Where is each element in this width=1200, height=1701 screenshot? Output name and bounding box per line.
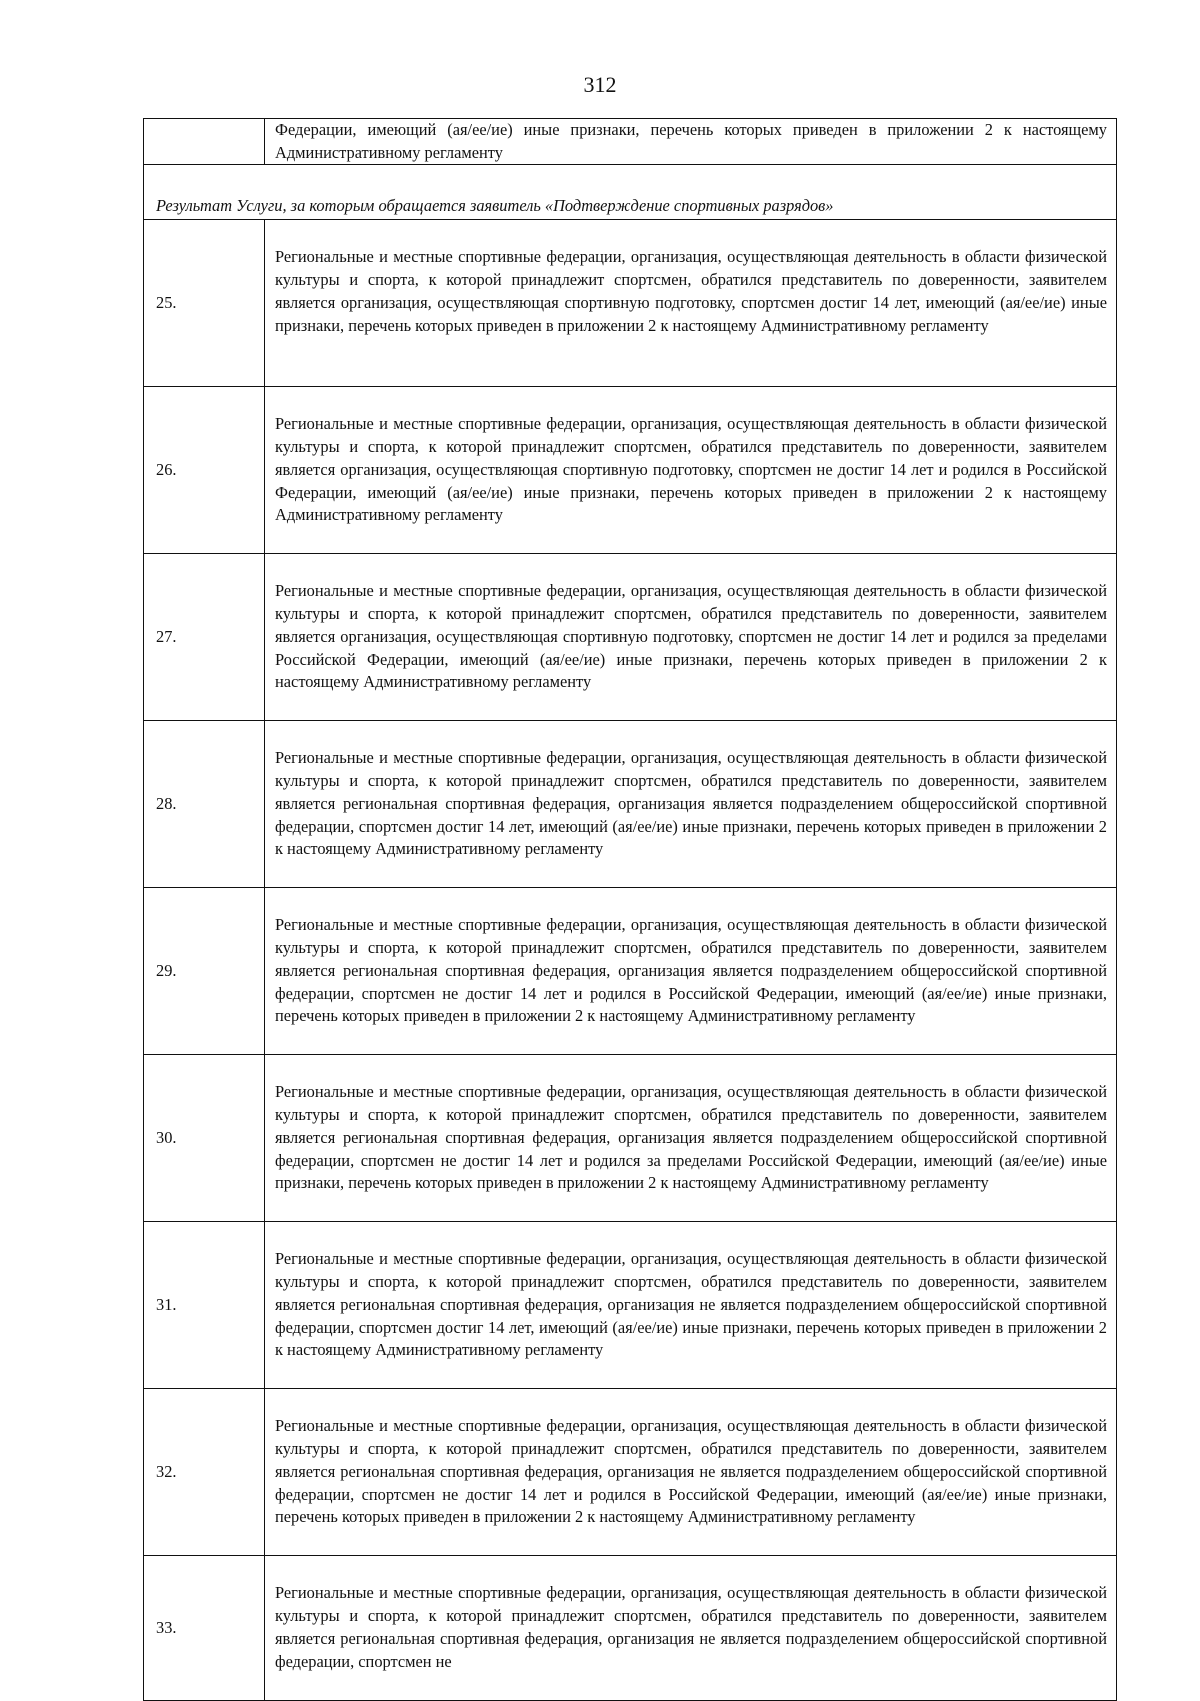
continuation-row — [144, 119, 1117, 165]
table-row — [144, 721, 1117, 888]
row-number: 32. — [144, 1389, 265, 1556]
table-row — [144, 554, 1117, 721]
row-text: Региональные и местные спортивные федерации, организация, осуществляющая деятельность в области физической культуры и спорта, к которой принадлежит спортсмен, обратился представитель по доверенности, заявителем является региональная спортивная федерация, организация не является подразделением общероссийской спортивной федерации, спортсмен не — [265, 1556, 1117, 1701]
continuation-number-cell — [144, 119, 265, 165]
row-text: Региональные и местные спортивные федерации, организация, осуществляющая деятельность в области физической культуры и спорта, к которой принадлежит спортсмен, обратился представитель по доверенности, заявителем является региональная спортивная федерация, организация является подразделением общероссийской спортивной федерации, спортсмен не достиг 14 лет и родился в Российской Федерации, имеющий (ая/ее/ие) иные признаки, перечень которых приведен в приложении 2 к настоящему Административному регламенту — [265, 888, 1117, 1055]
row-text: Региональные и местные спортивные федерации, организация, осуществляющая деятельность в области физической культуры и спорта, к которой принадлежит спортсмен, обратился представитель по доверенности, заявителем является региональная спортивная федерация, организация является подразделением общероссийской спортивной федерации, спортсмен не достиг 14 лет и родился за пределами Российской Федерации, имеющий (ая/ее/ие) иные признаки, перечень которых приведен в приложении 2 к настоящему Административному регламенту — [265, 1055, 1117, 1222]
row-text: Региональные и местные спортивные федерации, организация, осуществляющая деятельность в области физической культуры и спорта, к которой принадлежит спортсмен, обратился представитель по доверенности, заявителем является региональная спортивная федерация, организация не является подразделением общероссийской спортивной федерации, спортсмен не достиг 14 лет и родился в Российской Федерации, имеющий (ая/ее/ие) иные признаки, перечень которых приведен в приложении 2 к настоящему Административному регламенту — [265, 1389, 1117, 1556]
row-number: 25. — [144, 220, 265, 387]
row-number: 28. — [144, 721, 265, 888]
spacer-cell — [144, 165, 1117, 194]
table-row — [144, 1556, 1117, 1701]
section-heading-row — [144, 193, 1117, 220]
table-row — [144, 1222, 1117, 1389]
row-number: 30. — [144, 1055, 265, 1222]
table-row — [144, 220, 1117, 387]
row-number: 29. — [144, 888, 265, 1055]
row-number: 26. — [144, 387, 265, 554]
section-heading: Результат Услуги, за которым обращается заявитель «Подтверждение спортивных разрядов» — [144, 193, 1117, 220]
row-number: 31. — [144, 1222, 265, 1389]
row-text: Региональные и местные спортивные федерации, организация, осуществляющая деятельность в области физической культуры и спорта, к которой принадлежит спортсмен, обратился представитель по доверенности, заявителем является организация, осуществляющая спортивную подготовку, спортсмен достиг 14 лет, имеющий (ая/ее/ие) иные признаки, перечень которых приведен в приложении 2 к настоящему Административному регламенту — [265, 220, 1117, 387]
table-row — [144, 1389, 1117, 1556]
spacer-row — [144, 165, 1117, 194]
row-text: Региональные и местные спортивные федерации, организация, осуществляющая деятельность в области физической культуры и спорта, к которой принадлежит спортсмен, обратился представитель по доверенности, заявителем является организация, осуществляющая спортивную подготовку, спортсмен не достиг 14 лет и родился в Российской Федерации, имеющий (ая/ее/ие) иные признаки, перечень которых приведен в приложении 2 к настоящему Административному регламенту — [265, 387, 1117, 554]
row-text: Региональные и местные спортивные федерации, организация, осуществляющая деятельность в области физической культуры и спорта, к которой принадлежит спортсмен, обратился представитель по доверенности, заявителем является региональная спортивная федерация, организация не является подразделением общероссийской спортивной федерации, спортсмен достиг 14 лет, имеющий (ая/ее/ие) иные признаки, перечень которых приведен в приложении 2 к настоящему Административному регламенту — [265, 1222, 1117, 1389]
row-text: Региональные и местные спортивные федерации, организация, осуществляющая деятельность в области физической культуры и спорта, к которой принадлежит спортсмен, обратился представитель по доверенности, заявителем является организация, осуществляющая спортивную подготовку, спортсмен не достиг 14 лет и родился за пределами Российской Федерации, имеющий (ая/ее/ие) иные признаки, перечень которых приведен в приложении 2 к настоящему Административному регламенту — [265, 554, 1117, 721]
row-number: 27. — [144, 554, 265, 721]
table-row — [144, 888, 1117, 1055]
row-number: 33. — [144, 1556, 265, 1701]
row-text: Региональные и местные спортивные федерации, организация, осуществляющая деятельность в области физической культуры и спорта, к которой принадлежит спортсмен, обратился представитель по доверенности, заявителем является региональная спортивная федерация, организация является подразделением общероссийской спортивной федерации, спортсмен достиг 14 лет, имеющий (ая/ее/ие) иные признаки, перечень которых приведен в приложении 2 к настоящему Административному регламенту — [265, 721, 1117, 888]
table-row — [144, 1055, 1117, 1222]
regulation-table — [143, 118, 1117, 1701]
page-number: 312 — [583, 72, 617, 97]
table-row — [144, 387, 1117, 554]
continuation-text-cell: Федерации, имеющий (ая/ее/ие) иные признаки, перечень которых приведен в приложении 2 к настоящему Административному регламенту — [265, 119, 1117, 165]
